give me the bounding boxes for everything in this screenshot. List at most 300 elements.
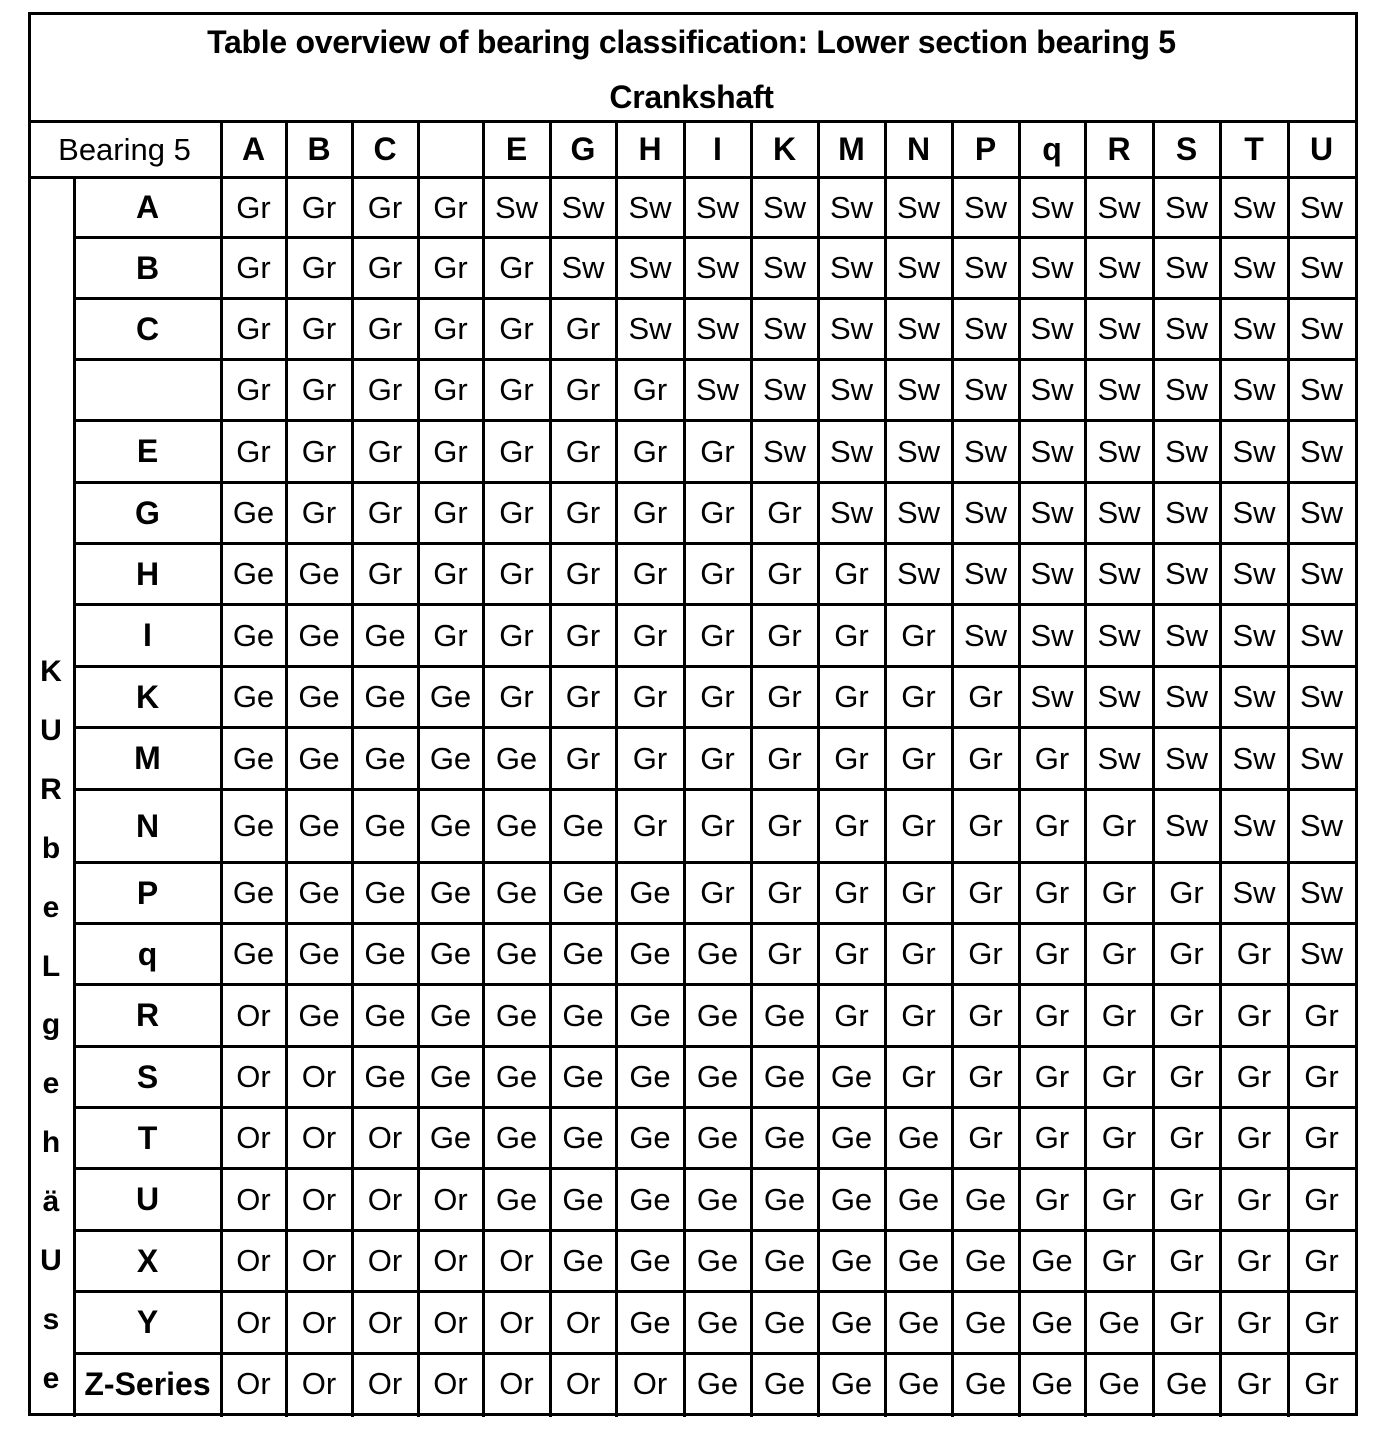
classification-cell: Gr [834, 740, 869, 776]
classification-cell: Sw [1097, 311, 1141, 346]
classification-cell: Gr [433, 250, 468, 285]
classification-cell: Ge [298, 679, 340, 714]
classification-cell: Gr [565, 679, 601, 714]
column-header: A [241, 131, 266, 167]
classification-cell: Gr [968, 740, 1003, 776]
side-label-letter: h [41, 1126, 61, 1160]
classification-cell: Ge [232, 556, 275, 591]
classification-cell: Ge [364, 740, 406, 776]
classification-cell: Sw [1232, 495, 1276, 530]
column-header: N [906, 131, 931, 167]
classification-cell: Sw [1164, 556, 1209, 591]
classification-cell: Sw [1030, 556, 1074, 591]
classification-cell: Gr [1101, 1181, 1137, 1217]
classification-cell: Sw [1299, 679, 1344, 714]
classification-cell: Ge [629, 997, 671, 1033]
row-header: H [135, 555, 160, 592]
column-header [418, 121, 483, 177]
classification-cell: Gr [767, 495, 802, 530]
classification-cell: Ge [696, 1243, 739, 1278]
classification-cell: Gr [968, 1120, 1003, 1155]
classification-cell: Sw [1097, 495, 1141, 530]
classification-cell: Ge [495, 1120, 538, 1155]
classification-cell: Gr [968, 875, 1003, 910]
classification-cell: Ge [1098, 1304, 1140, 1340]
classification-cell: Sw [762, 189, 807, 225]
classification-cell: Ge [298, 997, 340, 1033]
column-header: T [1244, 131, 1264, 167]
classification-cell: Sw [561, 189, 605, 225]
classification-cell: Or [236, 1243, 271, 1278]
classification-cell: Gr [834, 875, 869, 910]
classification-cell: Gr [1169, 1243, 1204, 1278]
classification-cell: Sw [1097, 433, 1141, 469]
grid-line [73, 177, 76, 1417]
classification-cell: Ge [629, 875, 671, 910]
classification-cell: Gr [1101, 997, 1137, 1033]
classification-cell: Gr [700, 433, 735, 469]
classification-cell: Gr [700, 875, 735, 910]
classification-cell: Sw [1030, 311, 1074, 346]
grid-line [1219, 121, 1222, 1417]
classification-cell: Gr [499, 372, 534, 407]
classification-cell: Sw [1299, 808, 1344, 843]
classification-cell: Gr [301, 495, 337, 530]
classification-cell: Ge [495, 875, 538, 910]
classification-cell: Ge [495, 936, 538, 971]
classification-cell: Gr [1236, 1304, 1272, 1340]
classification-cell: Ge [897, 1120, 940, 1155]
classification-cell: Or [367, 1243, 403, 1278]
classification-cell: Ge [495, 808, 538, 843]
classification-cell: Ge [1031, 1366, 1073, 1401]
classification-cell: Gr [301, 189, 337, 225]
classification-cell: Ge [830, 1181, 873, 1217]
classification-cell: Gr [433, 372, 468, 407]
classification-cell: Gr [1169, 936, 1204, 971]
row-header: G [135, 494, 160, 531]
classification-cell: Sw [561, 250, 605, 285]
classification-cell: Sw [1164, 495, 1209, 530]
row-header: Z-Series [84, 1365, 211, 1402]
classification-cell: Sw [1232, 617, 1276, 653]
classification-cell: Gr [901, 1059, 936, 1094]
classification-cell: Ge [562, 1181, 604, 1217]
classification-cell: Ge [830, 1120, 873, 1155]
classification-cell: Or [236, 1059, 271, 1094]
classification-cell: Ge [964, 1181, 1007, 1217]
classification-cell: Gr [499, 617, 534, 653]
classification-cell: Sw [1164, 740, 1209, 776]
classification-cell: Sw [829, 372, 874, 407]
classification-cell: Sw [1030, 495, 1074, 530]
row-header: T [137, 1119, 158, 1156]
classification-cell: Gr [1304, 1120, 1339, 1155]
grid-line [417, 121, 420, 1417]
classification-cell: Gr [632, 372, 668, 407]
classification-cell: Gr [1101, 1243, 1137, 1278]
grid-line [1084, 121, 1087, 1417]
classification-cell: Sw [896, 372, 941, 407]
classification-cell: Ge [429, 679, 472, 714]
side-label-letter: K [40, 655, 62, 688]
classification-cell: Ge [629, 1120, 671, 1155]
classification-cell: Ge [763, 1304, 806, 1340]
classification-cell: Or [367, 1120, 403, 1155]
side-label-letter: L [41, 949, 61, 983]
classification-cell: Ge [964, 1304, 1007, 1340]
classification-cell: Ge [696, 1304, 739, 1340]
classification-cell: Ge [364, 997, 406, 1033]
classification-cell: Gr [767, 617, 802, 653]
classification-cell: Sw [963, 617, 1008, 653]
classification-cell: Or [236, 1366, 271, 1401]
classification-cell: Sw [1299, 250, 1344, 285]
classification-cell: Sw [1299, 936, 1344, 971]
row-header: U [135, 1181, 160, 1217]
classification-cell: Ge [696, 997, 739, 1033]
classification-cell: Ge [232, 936, 275, 971]
row-header: q [137, 935, 158, 972]
row-header: I [143, 617, 152, 653]
classification-cell: Ge [429, 936, 472, 971]
classification-cell: Ge [763, 1059, 806, 1094]
classification-cell: Sw [896, 433, 941, 469]
row-header: P [136, 874, 159, 911]
classification-cell: Sw [1164, 808, 1209, 843]
classification-cell: Gr [499, 311, 534, 346]
classification-cell: Sw [963, 372, 1008, 407]
classification-cell: Gr [301, 433, 337, 469]
classification-cell: Gr [433, 189, 468, 225]
classification-cell: Gr [301, 372, 337, 407]
classification-cell: Ge [629, 936, 671, 971]
classification-cell: Or [499, 1243, 534, 1278]
classification-cell: Sw [762, 250, 807, 285]
classification-cell: Ge [562, 1059, 604, 1094]
table-subtitle: Crankshaft [609, 79, 774, 115]
classification-cell: Sw [1299, 311, 1344, 346]
classification-cell: Or [236, 1304, 271, 1340]
classification-cell: Ge [964, 1243, 1007, 1278]
classification-cell: Or [565, 1366, 601, 1401]
classification-cell: Gr [1034, 808, 1070, 843]
classification-cell: Gr [301, 250, 337, 285]
classification-cell: Gr [968, 997, 1003, 1033]
classification-cell: Sw [1164, 617, 1209, 653]
classification-cell: Sw [829, 433, 874, 469]
classification-cell: Or [433, 1304, 468, 1340]
classification-cell: Or [565, 1304, 601, 1340]
classification-cell: Ge [763, 1181, 806, 1217]
classification-cell: Sw [494, 189, 539, 225]
classification-cell: Sw [1030, 189, 1074, 225]
grid-line [750, 121, 753, 1417]
classification-cell: Ge [1031, 1243, 1073, 1278]
classification-cell: Ge [298, 617, 340, 653]
classification-cell: Gr [700, 808, 735, 843]
classification-cell: Ge [562, 1243, 604, 1278]
classification-cell: Sw [1097, 740, 1141, 776]
classification-cell: Or [301, 1059, 337, 1094]
classification-cell: Ge [232, 875, 275, 910]
classification-cell: Ge [429, 808, 472, 843]
classification-cell: Sw [628, 311, 672, 346]
row-header: A [135, 189, 160, 225]
classification-cell: Ge [897, 1243, 940, 1278]
side-label-letter: e [42, 890, 60, 924]
side-label-letter: U [40, 713, 62, 747]
classification-cell: Ge [495, 1059, 538, 1094]
classification-cell: Gr [1169, 875, 1204, 910]
classification-cell: Sw [1030, 433, 1074, 469]
classification-cell: Ge [964, 1366, 1007, 1401]
classification-cell: Sw [829, 189, 874, 225]
classification-cell: Gr [901, 875, 936, 910]
classification-cell: Gr [767, 936, 802, 971]
classification-cell: Gr [499, 250, 534, 285]
classification-cell: Sw [1232, 250, 1276, 285]
classification-cell: Gr [499, 556, 534, 591]
classification-cell: Gr [834, 679, 869, 714]
side-label-letter: s [42, 1302, 60, 1336]
classification-cell: Sw [1097, 617, 1141, 653]
column-header: P [974, 131, 997, 167]
classification-cell: Or [301, 1181, 337, 1217]
classification-cell: Ge [562, 936, 604, 971]
classification-cell: Ge [763, 1243, 806, 1278]
classification-cell: Gr [1236, 1059, 1272, 1094]
classification-cell: Sw [1299, 189, 1344, 225]
classification-cell: Ge [495, 997, 538, 1033]
classification-cell: Sw [896, 311, 941, 346]
classification-cell: Sw [1299, 433, 1344, 469]
classification-cell: Gr [632, 433, 668, 469]
classification-cell: Gr [433, 311, 468, 346]
grid-line [884, 121, 887, 1417]
classification-cell: Gr [901, 936, 936, 971]
classification-cell: Ge [298, 808, 340, 843]
classification-cell: Gr [632, 740, 668, 776]
classification-cell: Sw [829, 495, 874, 530]
classification-cell: Ge [897, 1304, 940, 1340]
row-header: K [135, 678, 160, 715]
grid-line [549, 121, 552, 1417]
classification-cell: Gr [1034, 875, 1070, 910]
classification-cell: Gr [433, 495, 468, 530]
classification-cell: Gr [901, 997, 936, 1033]
classification-cell: Gr [968, 808, 1003, 843]
classification-cell: Sw [762, 433, 807, 469]
classification-cell: Ge [562, 808, 604, 843]
classification-cell: Ge [562, 875, 604, 910]
classification-cell: Ge [364, 617, 406, 653]
classification-cell: Ge [763, 1120, 806, 1155]
classification-cell: Sw [1299, 740, 1344, 776]
classification-cell: Sw [1030, 617, 1074, 653]
classification-cell: Gr [1101, 808, 1137, 843]
classification-cell: Ge [232, 495, 275, 530]
classification-cell: Gr [632, 495, 668, 530]
classification-cell: Sw [1232, 808, 1276, 843]
classification-cell: Gr [565, 372, 601, 407]
grid-line [951, 121, 954, 1417]
classification-cell: Sw [896, 556, 941, 591]
classification-cell: Ge [562, 1120, 604, 1155]
side-label-letter: ä [42, 1185, 60, 1219]
classification-cell: Gr [1169, 997, 1204, 1033]
classification-cell: Gr [565, 433, 601, 469]
classification-cell: Sw [896, 189, 941, 225]
classification-cell: Or [367, 1181, 403, 1217]
classification-cell: Ge [629, 1304, 671, 1340]
column-header: B [307, 131, 331, 167]
side-label-letter: R [40, 772, 62, 806]
classification-cell: Ge [629, 1059, 671, 1094]
classification-cell: Or [236, 1181, 271, 1217]
classification-cell: Gr [367, 556, 403, 591]
classification-cell: Ge [429, 740, 472, 776]
classification-cell: Gr [565, 311, 601, 346]
classification-cell: Sw [1097, 556, 1141, 591]
classification-cell: Sw [1232, 189, 1276, 225]
classification-cell: Ge [495, 1181, 538, 1217]
row-header: E [136, 433, 159, 469]
classification-cell: Gr [499, 679, 534, 714]
classification-cell: Gr [1304, 1181, 1339, 1217]
classification-cell: Ge [696, 1120, 739, 1155]
classification-cell: Gr [901, 740, 936, 776]
grid-line [1287, 121, 1290, 1417]
classification-cell: Gr [1169, 1120, 1204, 1155]
classification-cell: Ge [364, 936, 406, 971]
classification-cell: Sw [1097, 250, 1141, 285]
row-header: N [135, 807, 160, 844]
classification-cell: Gr [1304, 1304, 1339, 1340]
classification-cell: Sw [695, 372, 740, 407]
classification-cell: Or [499, 1304, 534, 1340]
classification-cell: Gr [1034, 1181, 1070, 1217]
classification-cell: Sw [1232, 740, 1276, 776]
classification-cell: Sw [1097, 679, 1141, 714]
side-label-letter: g [41, 1008, 61, 1042]
classification-cell: Sw [695, 189, 740, 225]
classification-cell: Gr [1304, 1243, 1339, 1278]
classification-cell: Gr [367, 495, 403, 530]
classification-cell: Sw [1232, 556, 1276, 591]
row-header [74, 359, 221, 420]
row-header: M [134, 740, 161, 776]
classification-cell: Gr [301, 311, 337, 346]
classification-cell: Sw [963, 495, 1008, 530]
classification-cell: Gr [367, 311, 403, 346]
bearing-classification-table [28, 12, 1358, 1416]
classification-cell: Ge [830, 1059, 873, 1094]
grid-line [220, 121, 223, 1417]
grid-line [615, 121, 618, 1417]
column-header: S [1175, 131, 1198, 167]
classification-cell: Gr [236, 433, 271, 469]
grid-line [351, 121, 354, 1417]
classification-cell: Ge [232, 740, 275, 776]
classification-cell: Gr [1034, 740, 1070, 776]
classification-cell: Sw [1164, 311, 1209, 346]
grid-line [1018, 121, 1021, 1417]
classification-cell: Gr [1101, 936, 1137, 971]
column-header: q [1042, 131, 1062, 167]
classification-cell: Gr [834, 997, 869, 1033]
classification-cell: Ge [830, 1304, 873, 1340]
classification-cell: Gr [236, 372, 271, 407]
column-header: C [373, 131, 397, 167]
classification-cell: Gr [700, 495, 735, 530]
row-header: Y [136, 1304, 159, 1340]
row-header: S [136, 1058, 159, 1095]
classification-cell: Gr [1169, 1181, 1204, 1217]
classification-cell: Sw [896, 495, 941, 530]
classification-cell: Gr [565, 556, 601, 591]
classification-cell: Gr [901, 808, 936, 843]
classification-cell: Gr [1034, 1120, 1070, 1155]
classification-cell: Ge [830, 1243, 873, 1278]
side-label-letter: U [40, 1244, 62, 1277]
classification-cell: Or [236, 1120, 271, 1155]
classification-cell: Sw [1030, 372, 1074, 407]
classification-cell: Gr [236, 189, 271, 225]
classification-cell: Or [301, 1120, 337, 1155]
classification-cell: Sw [1164, 433, 1209, 469]
classification-cell: Sw [1164, 189, 1209, 225]
classification-cell: Sw [1299, 372, 1344, 407]
classification-cell: Ge [364, 875, 406, 910]
classification-cell: Sw [695, 311, 740, 346]
classification-cell: Gr [632, 556, 668, 591]
classification-cell: Ge [429, 875, 472, 910]
classification-cell: Sw [1232, 372, 1276, 407]
classification-cell: Sw [963, 556, 1008, 591]
grid-line [482, 121, 485, 1417]
classification-cell: Gr [700, 740, 735, 776]
classification-cell: Sw [963, 189, 1008, 225]
classification-cell: Gr [499, 433, 534, 469]
classification-cell: Sw [1232, 433, 1276, 469]
classification-cell: Ge [429, 997, 472, 1033]
classification-cell: Sw [1030, 250, 1074, 285]
classification-cell: Or [433, 1366, 468, 1401]
classification-cell: Gr [834, 936, 869, 971]
classification-cell: Gr [1304, 997, 1339, 1033]
classification-cell: Sw [695, 250, 740, 285]
classification-cell: Ge [763, 997, 806, 1033]
classification-cell: Gr [433, 556, 468, 591]
classification-cell: Gr [367, 189, 403, 225]
classification-cell: Gr [968, 679, 1003, 714]
classification-cell: Gr [1169, 1304, 1204, 1340]
classification-cell: Gr [1169, 1059, 1204, 1094]
column-header: G [570, 131, 596, 167]
classification-cell: Ge [298, 936, 340, 971]
classification-cell: Gr [367, 433, 403, 469]
classification-cell: Gr [236, 250, 271, 285]
side-label-letter: e [42, 1361, 60, 1395]
classification-cell: Gr [1304, 1366, 1339, 1401]
column-header: I [713, 131, 722, 167]
classification-cell: Sw [963, 433, 1008, 469]
classification-cell: Gr [901, 617, 936, 653]
classification-cell: Ge [429, 1059, 472, 1094]
side-label-letter: e [42, 1067, 60, 1101]
classification-cell: Gr [834, 556, 869, 591]
